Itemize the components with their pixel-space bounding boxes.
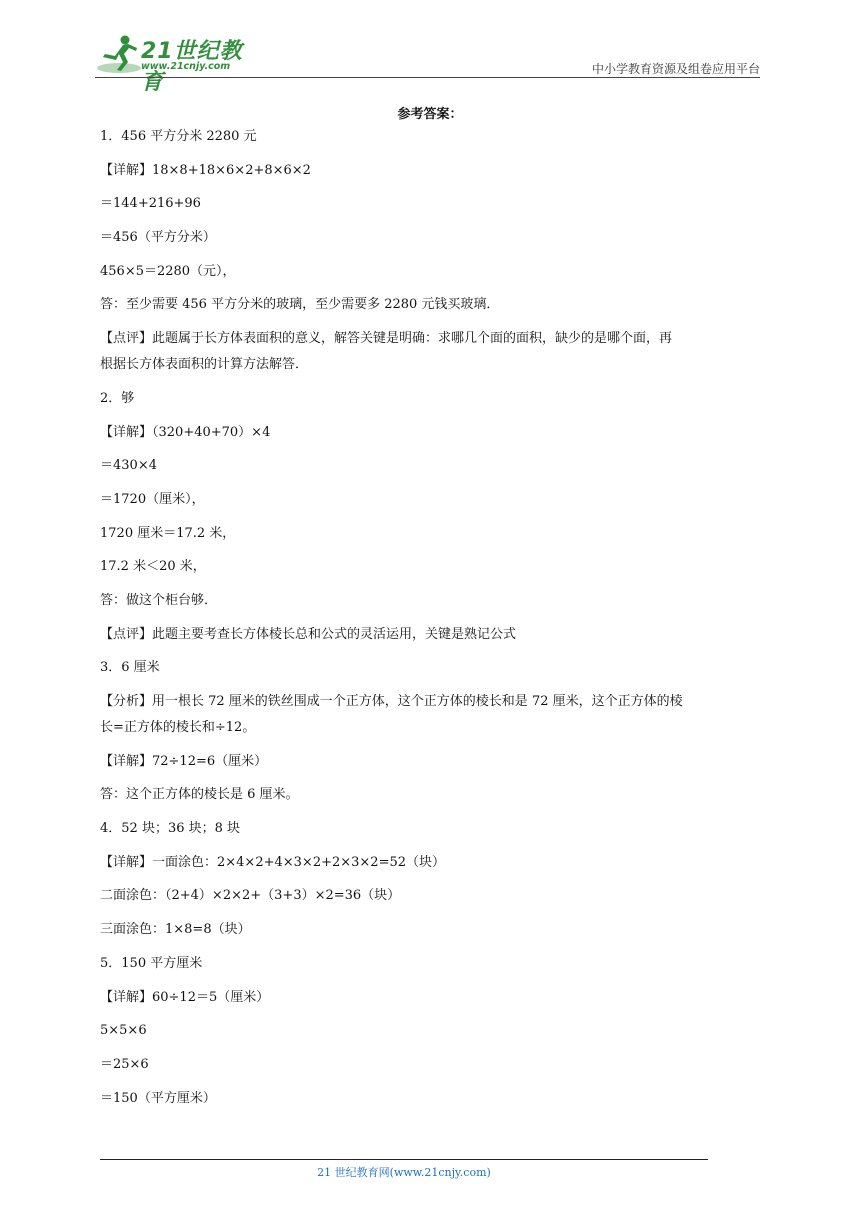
answer-line: 1720 厘米＝17.2 米，: [100, 525, 236, 541]
page-header: [95, 30, 760, 95]
answer-line: 答：至少需要 456 平方分米的玻璃，至少需要多 2280 元钱买玻璃．: [100, 297, 500, 313]
footer-divider: [100, 1159, 708, 1160]
answer-line: 17.2 米＜20 米，: [100, 559, 206, 575]
logo-url: www.21cnjy.com: [141, 61, 231, 72]
answer-line: 三面涂色：1×8=8（块）: [100, 922, 251, 938]
header-divider: [95, 77, 760, 78]
answer-line: 【详解】72÷12=6（厘米）: [100, 753, 268, 769]
answer-line: 长=正方体的棱长和÷12。: [100, 720, 256, 735]
answer-line: 【分析】用一根长 72 厘米的铁丝围成一个正方体，这个正方体的棱长和是 72 厘米，这个正方体的棱: [100, 694, 683, 709]
answer-line: ＝456（平方分米）: [100, 230, 216, 246]
answer-line: 答：做这个柜台够．: [100, 592, 218, 608]
answer-line: 【详解】60÷12＝5（厘米）: [100, 989, 270, 1005]
logo-text: 21世纪教育: [141, 39, 243, 95]
answer-line: ＝1720（厘米），: [100, 491, 205, 507]
page-title: 参考答案：: [397, 107, 463, 122]
answer-line: ＝144+216+96: [100, 196, 201, 212]
answer-line: ＝430×4: [100, 458, 157, 474]
answer-line: 456×5＝2280（元），: [100, 263, 236, 279]
answer-content: [100, 127, 765, 1122]
runner-logo-icon: [95, 34, 141, 76]
answer-line: ＝150（平方厘米）: [100, 1090, 216, 1106]
answer-line: 【详解】（320+40+70）×4: [100, 424, 271, 440]
answer-line: 根据长方体表面积的计算方法解答．: [100, 357, 309, 373]
answer-line: 答：这个正方体的棱长是 6 厘米。: [100, 787, 299, 803]
answer-line: 5．150 平方厘米: [100, 955, 203, 971]
header-slogan: 中小学教育资源及组卷应用平台: [591, 62, 760, 76]
answer-line: 5×5×6: [100, 1023, 147, 1039]
answer-line: 【详解】一面涂色：2×4×2+4×3×2+2×3×2=52（块）: [100, 854, 446, 870]
answer-line: 1．456 平方分米 2280 元: [100, 129, 257, 144]
answer-line: 3．6 厘米: [100, 660, 160, 676]
answer-line: 2．够: [100, 390, 135, 406]
answer-line: ＝25×6: [100, 1056, 149, 1072]
answer-line: 【点评】此题属于长方体表面积的意义，解答关键是明确：求哪几个面的面积，缺少的是哪个面，再: [100, 331, 673, 347]
answer-line: 二面涂色：（2+4）×2×2+（3+3）×2=36（块）: [100, 888, 401, 904]
site-logo: [95, 34, 265, 95]
answer-line: 【详解】18×8+18×6×2+8×6×2: [100, 162, 311, 178]
page-footer: 21 世纪教育网(www.21cnjy.com): [317, 1166, 491, 1179]
answer-line: 4．52 块；36 块；8 块: [100, 821, 241, 837]
answer-line: 【点评】此题主要考查长方体棱长总和公式的灵活运用，关键是熟记公式: [100, 626, 517, 642]
